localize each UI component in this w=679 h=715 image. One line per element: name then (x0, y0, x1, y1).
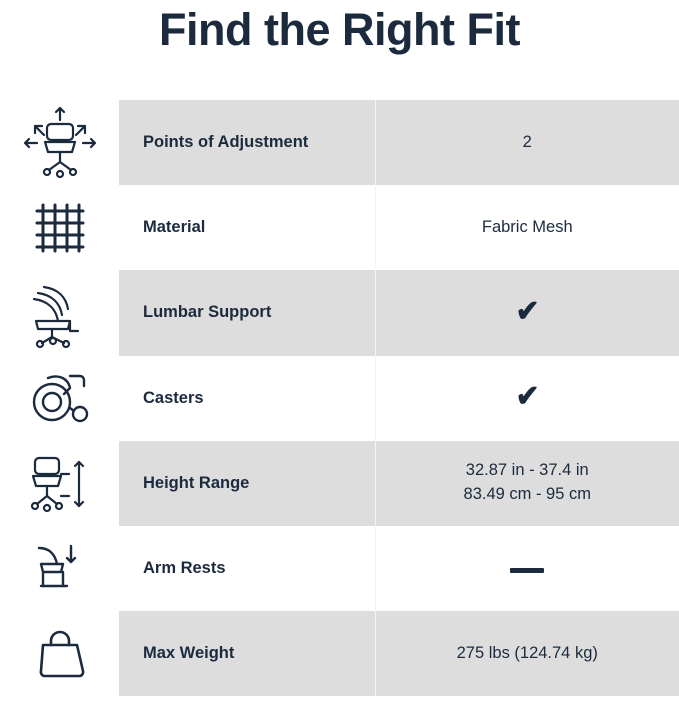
table-row (0, 356, 679, 441)
row-value (375, 526, 679, 611)
chair-height-arrow-icon (0, 441, 119, 526)
row-label: Height Range (119, 441, 375, 526)
row-label: Lumbar Support (119, 270, 375, 355)
row-label: Casters (119, 356, 375, 441)
row-value: 2 (375, 100, 679, 185)
row-value-line1: 32.87 in - 37.4 in (465, 461, 589, 480)
row-label: Material (119, 185, 375, 270)
arm-rest-icon (0, 526, 119, 611)
row-value: 275 lbs (124.74 kg) (375, 611, 679, 696)
row-label: Arm Rests (119, 526, 375, 611)
table-row (0, 526, 679, 611)
row-label: Max Weight (119, 611, 375, 696)
spec-table (0, 100, 679, 696)
mesh-weave-icon (0, 185, 119, 270)
caster-wheel-icon (0, 356, 119, 441)
table-row (0, 611, 679, 696)
row-value-line2: 83.49 cm - 95 cm (463, 485, 591, 504)
row-value (375, 356, 679, 441)
table-row (0, 185, 679, 270)
row-value (375, 270, 679, 355)
chair-adjustment-arrows-icon (0, 100, 119, 185)
table-row (0, 441, 679, 526)
dash-icon (510, 568, 544, 573)
row-value (375, 441, 679, 526)
table-row (0, 270, 679, 355)
check-mark-icon: ✔ (515, 380, 540, 414)
table-row (0, 100, 679, 185)
weight-bag-icon (0, 611, 119, 696)
chair-side-lumbar-icon (0, 270, 119, 355)
page-title: Find the Right Fit (159, 4, 520, 55)
check-mark-icon: ✔ (515, 295, 540, 328)
row-label: Points of Adjustment (119, 100, 375, 185)
row-value: Fabric Mesh (481, 217, 573, 236)
